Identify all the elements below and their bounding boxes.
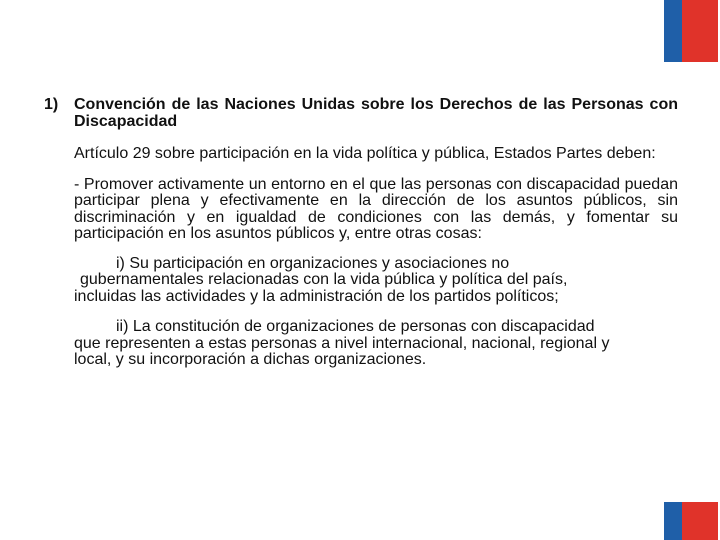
list-item-ii-line-3: local, y su incorporación a dichas organizaciones. (74, 351, 427, 368)
measure-paragraph: - Promover activamente un entorno en el que las personas con discapacidad puedan participar plena y efectivamente en la dirección de los asuntos públicos, sin discriminación y en igualdad de condiciones con las demás, y fomentar su participación en los asuntos públicos y, entre otras cosas: (74, 175, 678, 242)
flag-blue-band (664, 502, 682, 540)
article-paragraph: Artículo 29 sobre participación en la vida política y pública, Estados Partes deben: (74, 145, 656, 162)
list-item-ii-line-1: ii) La constitución de organizaciones de personas con discapacidad (116, 318, 595, 335)
list-item-ii-line-2: que representen a estas personas a nivel internacional, nacional, regional y (74, 334, 610, 352)
document-body (44, 96, 678, 369)
list-item-i-line-2: gubernamentales relacionadas con la vida pública y política del país, (80, 271, 568, 288)
list-item-ii (74, 319, 678, 369)
list-item-i-line-1: i) Su participación en organizaciones y asociaciones no (116, 254, 510, 272)
section-content (74, 146, 678, 369)
list-item-i-line-3: incluidas las actividades y la administración de los partidos políticos; (74, 287, 559, 305)
section-heading (44, 96, 678, 130)
section-title: Convención de las Naciones Unidas sobre los Derechos de las Personas con Discapacidad (74, 96, 678, 130)
flag-stripe-bottom (664, 502, 718, 540)
flag-red-band (682, 0, 718, 62)
flag-red-band (682, 502, 718, 540)
list-item-i (74, 256, 678, 306)
section-number: 1) (44, 96, 59, 113)
flag-blue-band (664, 0, 682, 62)
flag-stripe-top (664, 0, 718, 62)
